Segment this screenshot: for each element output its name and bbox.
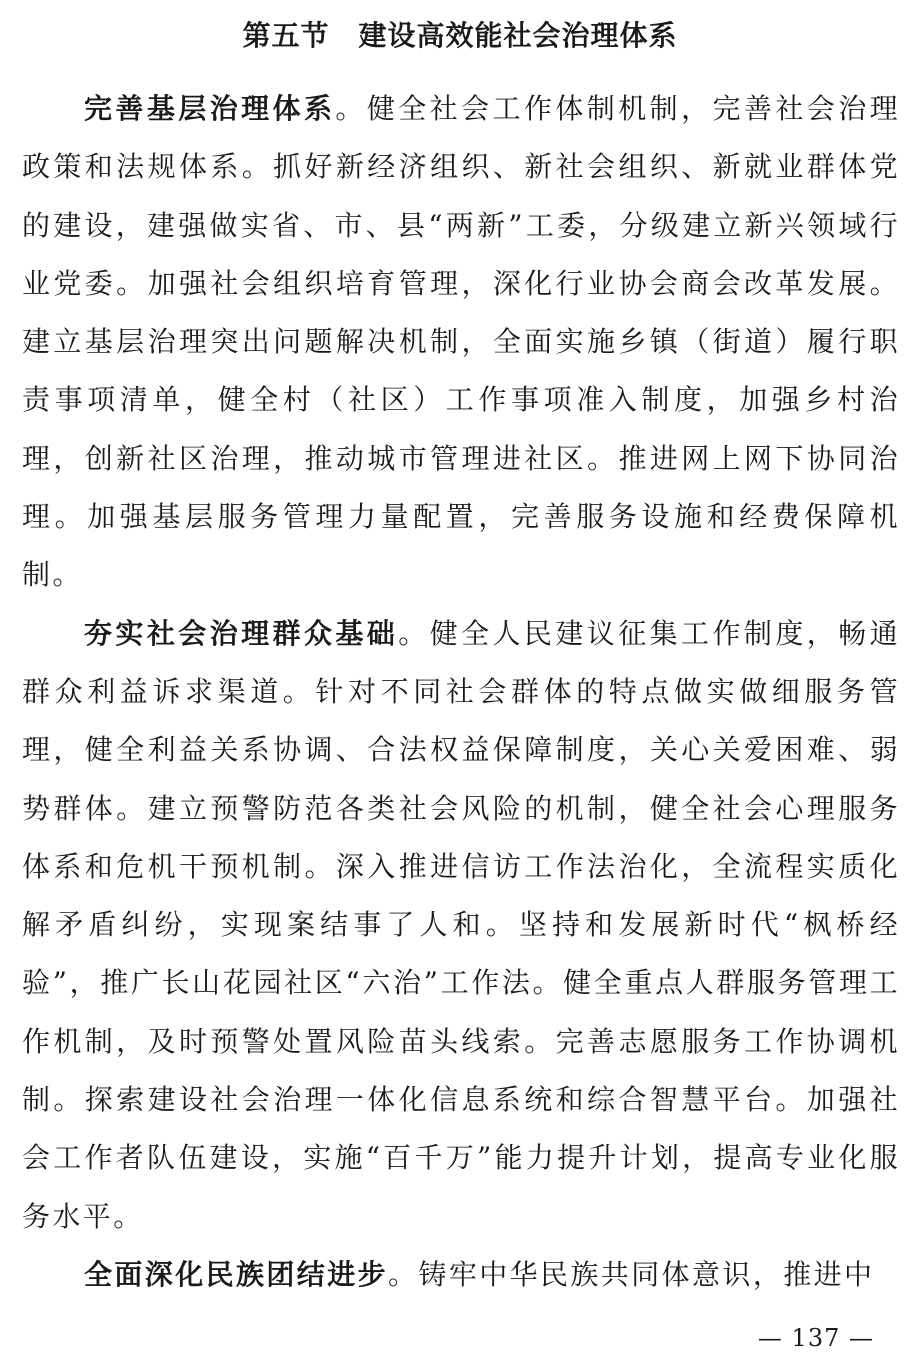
paragraph-lead: 全面深化民族团结进步 xyxy=(84,1257,389,1291)
paragraph-lead: 夯实社会治理群众基础 xyxy=(84,616,399,650)
paragraph-text: 。健全社会工作体制机制，完善社会治理政策和法规体系。抓好新经济组织、新社会组织、新就业群体党的建设，建强做实省、市、县“两新”工委，分级建立新兴领域行业党委。加强社会组织培育管理，深化行业协会商会改革发展。建立基层治理突出问题解决机制，全面实施乡镇（街道）履行职责事项清单，健全村（社区）工作事项准入制度，加强乡村治理，创新社区治理，推动城市管理进社区。推进网上网下协同治理。加强基层服务管理力量配置，完善服务设施和经费保障机制。 xyxy=(22,92,901,592)
paragraph-lead: 完善基层治理体系 xyxy=(84,92,336,125)
body-text xyxy=(22,80,900,1304)
section-title: 第五节 建设高效能社会治理体系 xyxy=(242,19,678,52)
paragraph-text: 。健全人民建议征集工作制度，畅通群众利益诉求渠道。针对不同社会群体的特点做实做细服务管理，健全利益关系协调、合法权益保障制度，关心关爱困难、弱势群体。建立预警防范各类社会风险的机制，健全社会心理服务体系和危机干预机制。深入推进信访工作法治化，全流程实质化解矛盾纠纷，实现案结事了人和。坚持和发展新时代“枫桥经验”，推广长山花园社区“六治”工作法。健全重点人群服务管理工作机制，及时预警处置风险苗头线索。完善志愿服务工作协调机制。探索建设社会治理一体化信息系统和综合智慧平台。加强社会工作者队伍建设，实施“百千万”能力提升计划，提高专业化服务水平。 xyxy=(22,616,900,1233)
paragraph-mass-foundation xyxy=(22,605,900,1246)
paragraph-ethnic-unity xyxy=(22,1246,900,1304)
paragraph-basic-governance xyxy=(22,80,900,605)
paragraph-text: 。铸牢中华民族共同体意识，推进中 xyxy=(388,1257,875,1291)
page-number: — 137 — xyxy=(757,1324,874,1352)
